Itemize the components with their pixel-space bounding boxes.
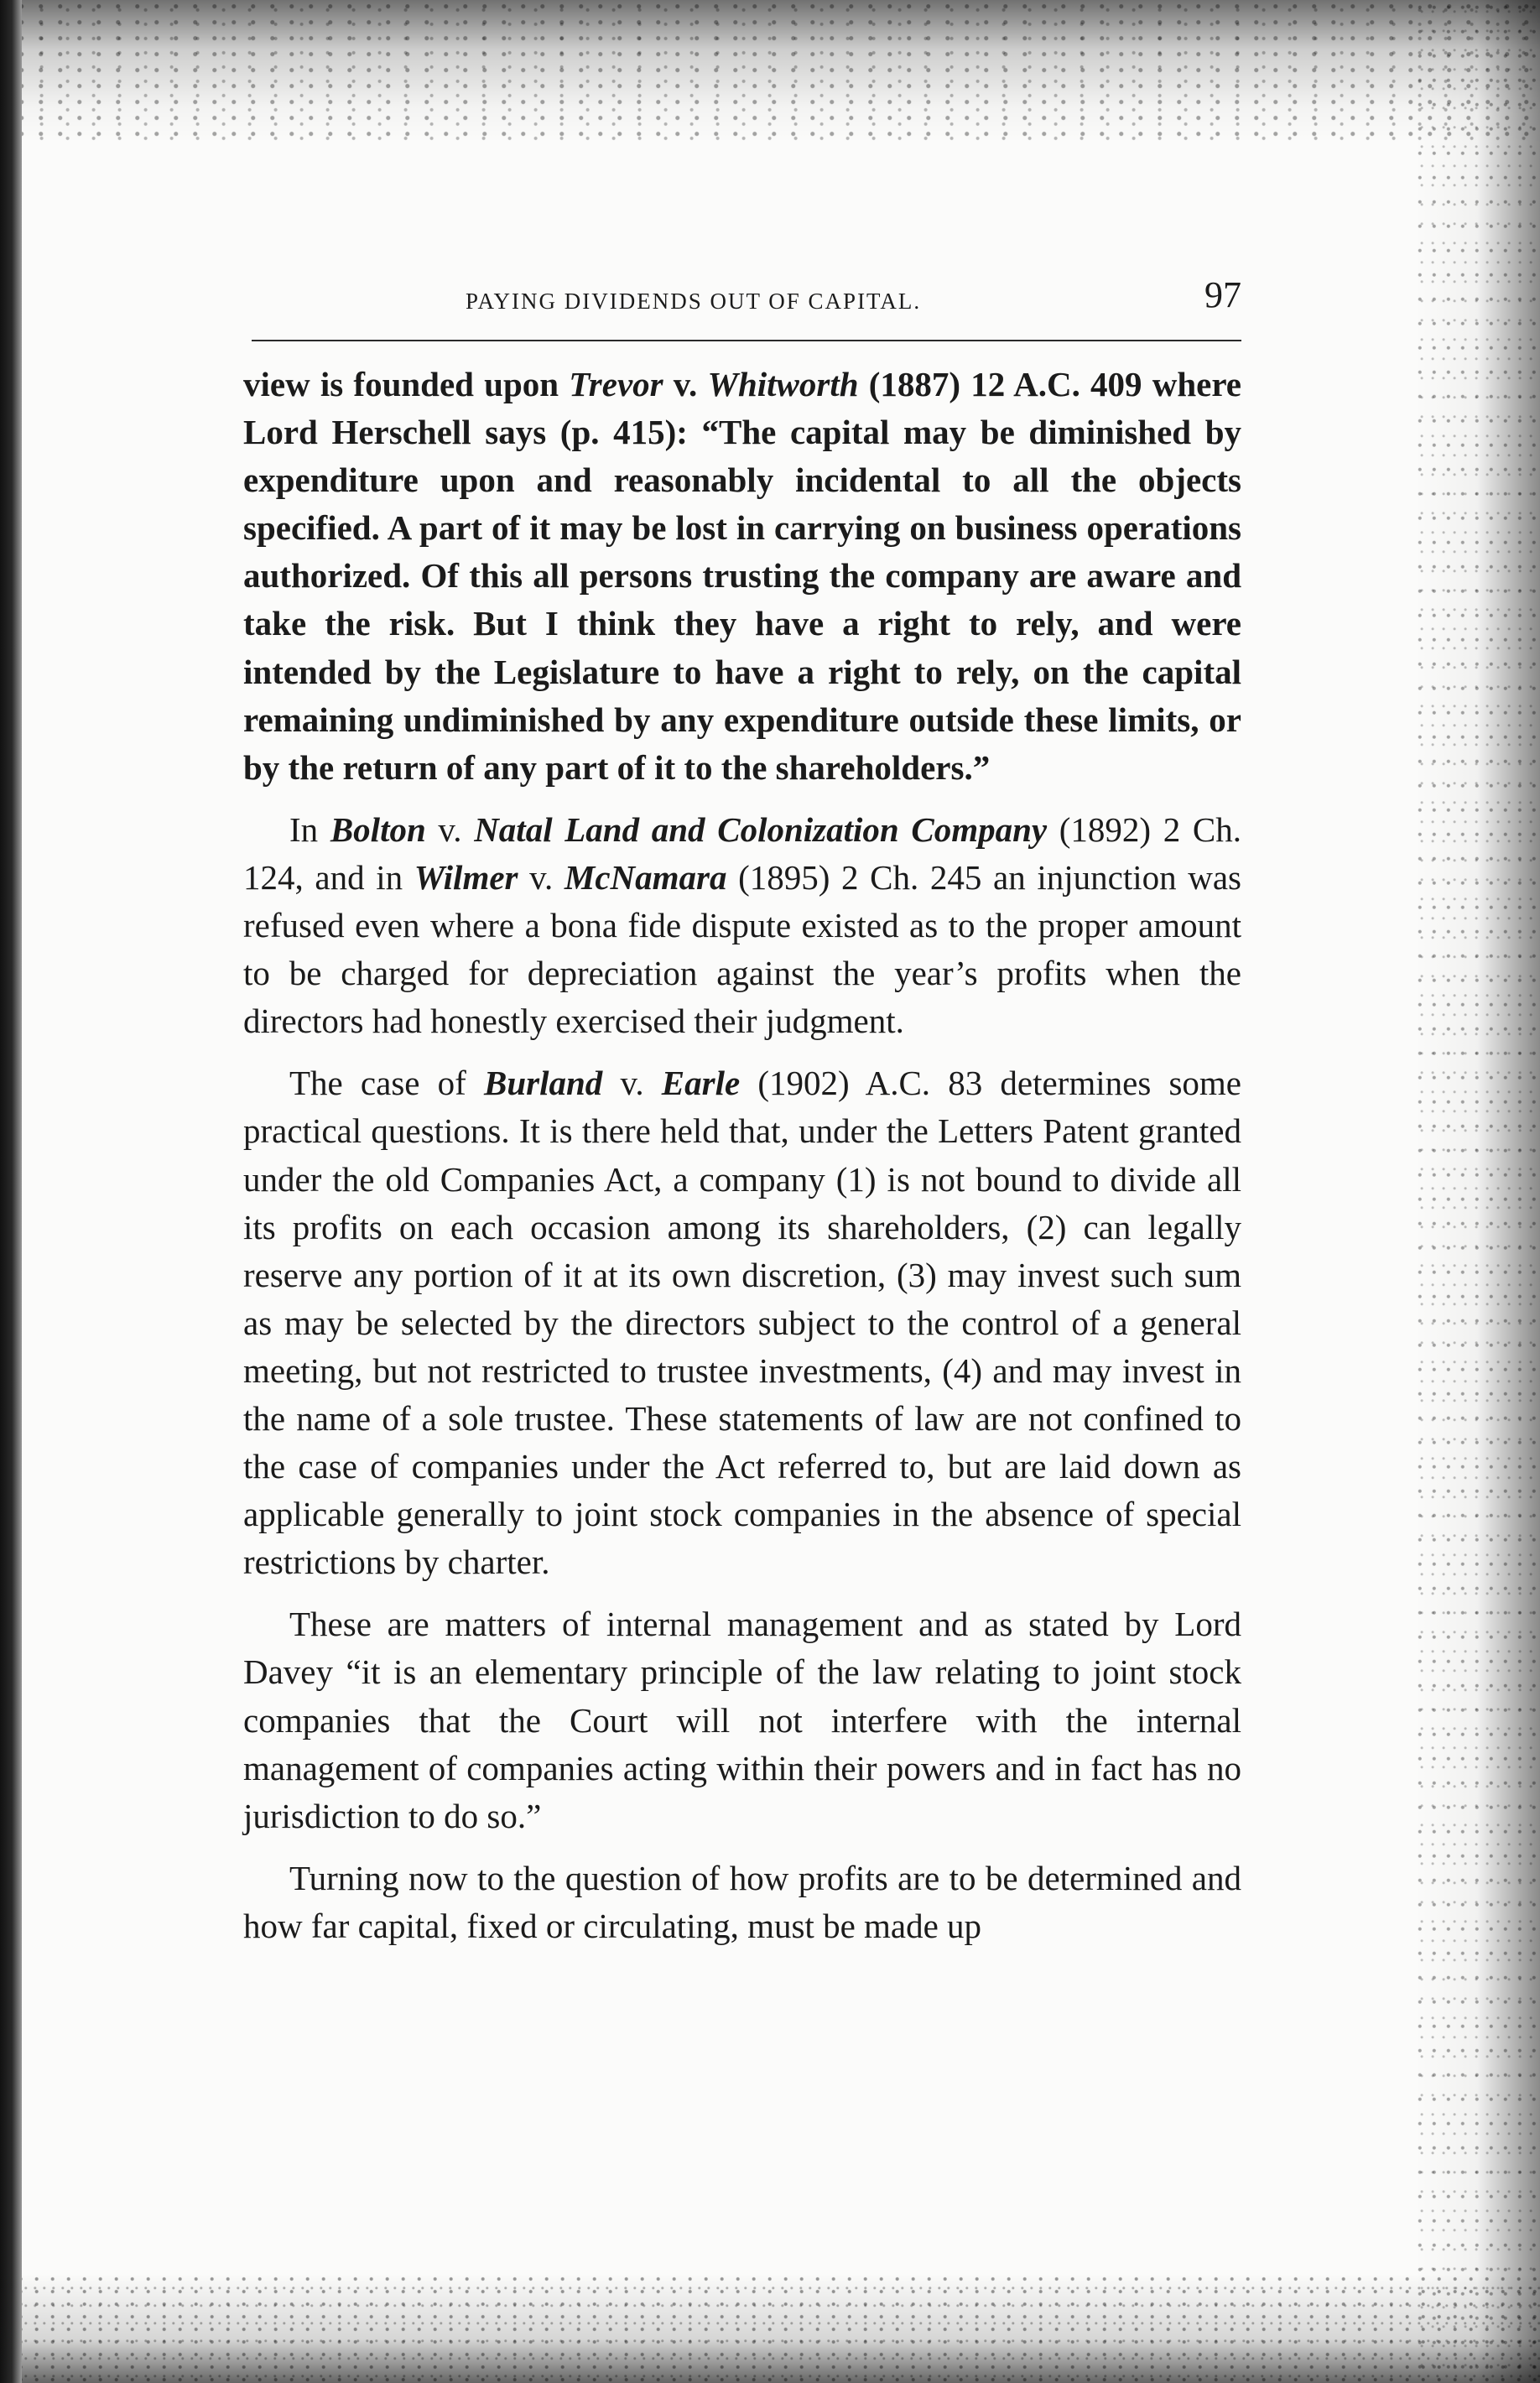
paragraph-text: v.	[518, 857, 564, 897]
body-text	[243, 361, 1241, 1950]
paragraph	[243, 1059, 1241, 1586]
paragraph-text: (1895) 2 Ch. 245 an injunction was refused even where a bona fide dispute existed as to the proper amount to be charged for depreciation against the year’s profits when the directors had honestly exercised their judgment.	[243, 857, 1241, 1041]
paragraph-text: In	[289, 809, 330, 849]
case-name: Wilmer	[414, 857, 518, 897]
paragraph	[243, 361, 1241, 792]
paragraph-text: The case of	[289, 1064, 484, 1103]
header-rule	[252, 340, 1241, 341]
scan-border-left	[0, 0, 22, 2383]
page-number: 97	[1204, 274, 1241, 315]
paragraph	[243, 1600, 1241, 1839]
case-name: Bolton	[330, 809, 426, 849]
scan-border-top	[0, 0, 1540, 143]
paragraph-text: v.	[425, 809, 475, 849]
paragraph-text: Turning now to the question of how profits are to be determined and how far capital, fixed or circulating, must be made up	[243, 1858, 1241, 1945]
scan-border-right	[1414, 0, 1540, 2383]
paragraph-text: These are matters of internal management and as stated by Lord Davey “it is an elementary principle of the law relating to joint stock companies that the Court will not interfere with the internal management of companies acting within their powers and in fact has no jurisdiction to do so.”	[243, 1605, 1241, 1835]
paragraph-text: (1902) A.C. 83 determines some practical questions. It is there held that, under the Letters Patent granted under the old Companies Act, a company (1) is not bound to divide all its profits on each occasion among its shareholders, (2) can legally reserve any portion of it at its own discretion, (3) may invest such sum as may be selected by the directors subject to the control of a general meeting, but not restricted to trustee investments, (4) and may invest in the name of a sole trustee. These statements of law are not confined to the case of companies under the Act referred to, but are laid down as applicable generally to joint stock companies in the absence of special restrictions by charter.	[243, 1064, 1241, 1582]
paragraph-text: view is founded upon	[243, 365, 570, 403]
case-name: Burland	[484, 1064, 603, 1103]
paragraph-text: v.	[602, 1064, 662, 1103]
running-head: PAYING DIVIDENDS OUT OF CAPITAL.	[466, 289, 922, 314]
paragraph-text: v.	[663, 365, 708, 403]
paragraph	[243, 806, 1241, 1045]
case-name: Natal Land and Colonization Company	[474, 809, 1048, 849]
case-name: Trevor	[569, 365, 663, 403]
paragraph-text: (1887) 12 A.C. 409 where Lord Herschell says (p. 415): “The capital may be diminished by expenditure upon and reasonably incidental to all the objects specified. A part of it may be lost in carrying on business operations authorized. Of this all persons trusting the company are aware and take the risk. But I think they have a right to rely, and were intended by the Legislature to have a right to rely, on the capital remaining undiminished by any expenditure outside these limits, or by the return of any part of it to the shareholders.”	[243, 365, 1241, 787]
page-header	[252, 270, 1241, 329]
paragraph	[243, 1855, 1241, 1950]
case-name: Whitworth	[707, 365, 859, 403]
paragraph-text: (1892) 2 Ch. 124, and in	[243, 809, 1242, 897]
case-name: McNamara	[564, 857, 727, 897]
case-name: Earle	[661, 1064, 741, 1103]
scan-border-bottom	[0, 2274, 1540, 2383]
